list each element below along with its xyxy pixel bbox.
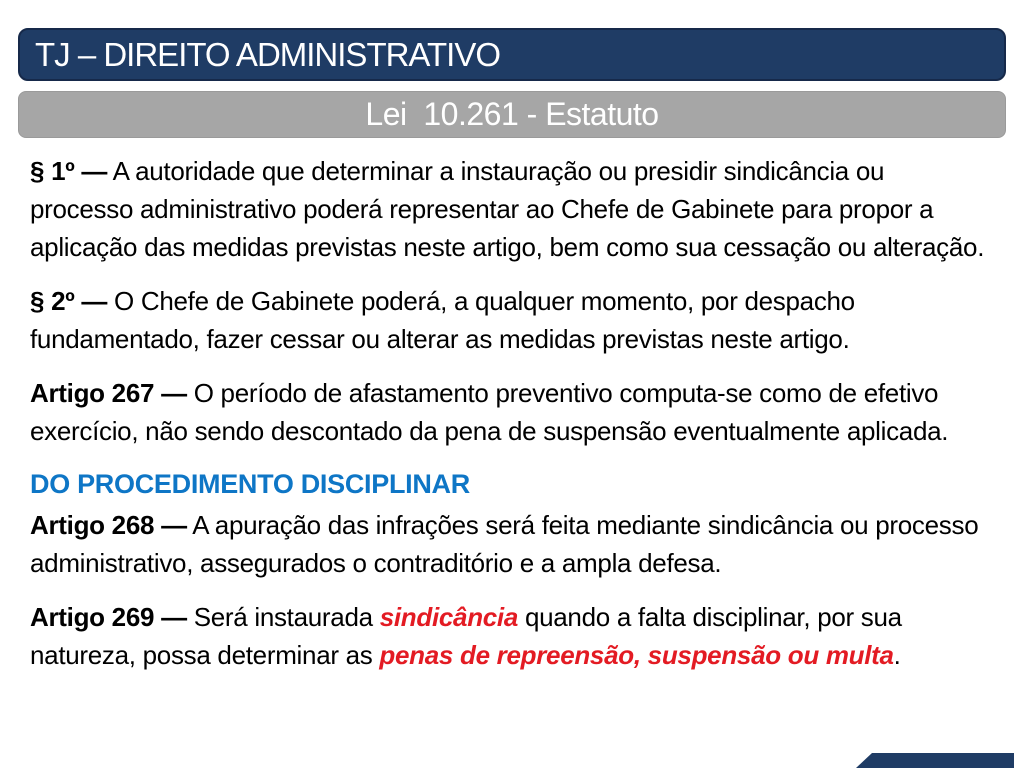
paragraph-4-lead: Artigo 268 —	[30, 510, 187, 540]
paragraph-5-lead: Artigo 269 —	[30, 602, 187, 632]
paragraph-3	[30, 374, 994, 450]
paragraph-1-lead: § 1º —	[30, 156, 108, 186]
paragraph-5-red-emphasis-1: sindicância	[379, 602, 519, 632]
paragraph-5	[30, 598, 994, 674]
paragraph-1	[30, 152, 994, 266]
paragraph-5-red-emphasis-2: penas de repreensão, suspensão ou multa	[379, 640, 894, 670]
paragraph-2	[30, 282, 994, 358]
paragraph-3-text: O período de afastamento preventivo computa-se como de efetivo exercício, não sendo descontado da pena de suspensão eventualmente aplicada.	[30, 378, 949, 446]
paragraph-5-text-3: .	[893, 640, 901, 670]
paragraph-1-text: A autoridade que determinar a instauração ou presidir sindicância ou processo administrativo poderá representar ao Chefe de Gabinete para propor a aplicação das medidas previstas neste artigo, bem como sua cessação ou alteração.	[30, 156, 985, 262]
subtitle-bar	[18, 91, 1006, 138]
paragraph-5-text-1: Será instaurada	[186, 602, 380, 632]
paragraph-3-lead: Artigo 267 —	[30, 378, 187, 408]
paragraph-2-text: O Chefe de Gabinete poderá, a qualquer momento, por despacho fundamentado, fazer cessar ou alterar as medidas previstas neste artigo.	[30, 286, 855, 354]
paragraph-4-text: A apuração das infrações será feita mediante sindicância ou processo administrativo, assegurados o contraditório e a ampla defesa.	[30, 510, 979, 578]
slide-title: TJ – DIREITO ADMINISTRATIVO	[35, 35, 501, 73]
slide-body	[30, 152, 994, 690]
title-bar	[18, 28, 1006, 81]
paragraph-4	[30, 506, 994, 582]
paragraph-2-lead: § 2º —	[30, 286, 108, 316]
section-heading: DO PROCEDIMENTO DISCIPLINAR	[30, 469, 470, 499]
paragraph-5-text-2: quando a falta disciplinar, por sua natureza, possa determinar as	[30, 602, 902, 670]
slide-subtitle: Lei 10.261 - Estatuto	[365, 96, 659, 132]
corner-accent-shape	[856, 753, 1014, 768]
